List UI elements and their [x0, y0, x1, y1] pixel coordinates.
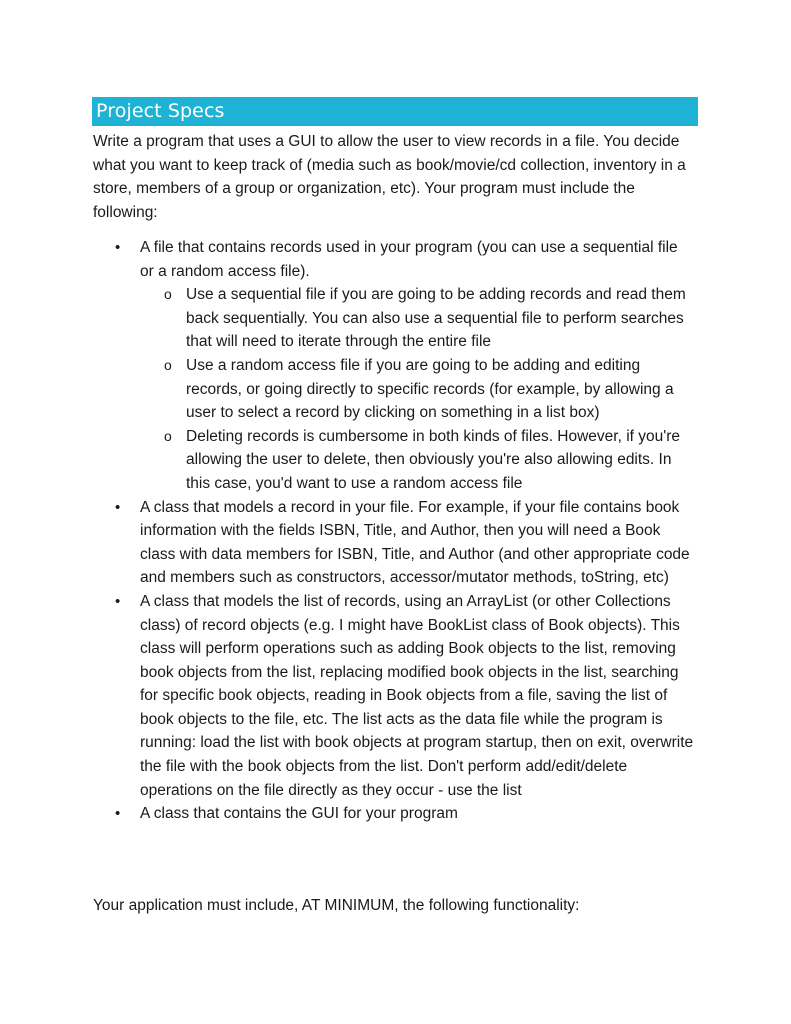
- section-heading: Project Specs: [96, 100, 225, 122]
- intro-paragraph: Write a program that uses a GUI to allow the user to view records in a file. You decide what you want to keep track of (media such as book/movie/cd collection, inventory in a store, members of a group or organization, etc). Your program must include the following:: [93, 133, 686, 221]
- list-item: [0, 236, 791, 496]
- list-item-text: A class that models a record in your file. For example, if your file contains book information with the fields ISBN, Title, and Author, then you will need a Book class with data members for ISBN, Title, and Author (and other appropriate code and members such as constructors, accessor/mutator methods, toString, etc): [140, 498, 690, 587]
- list-item-text: A class that contains the GUI for your program: [140, 805, 458, 823]
- sub-bullet-icon: o: [164, 286, 172, 303]
- bullet-icon: •: [115, 239, 121, 256]
- bullet-icon: •: [115, 805, 121, 823]
- bullet-icon: •: [115, 498, 121, 516]
- sub-list-item-text: Use a sequential file if you are going to be adding records and read them back sequentially. You can also use a sequential file to perform searches that will need to iterate through the entire file: [186, 286, 686, 351]
- section-heading-bar: [92, 97, 698, 126]
- sub-bullet-icon: o: [164, 356, 172, 373]
- sub-list-item-text: Deleting records is cumbersome in both kinds of files. However, if you're allowing the user to delete, then obviously you're also allowing edits. In this case, you'd want to use a random access file: [186, 427, 681, 492]
- requirements-list: [0, 236, 791, 826]
- sub-list-item: [140, 283, 695, 354]
- sub-list: [140, 283, 695, 495]
- outro-paragraph: Your application must include, AT MINIMUM, the following functionality:: [93, 897, 580, 914]
- bullet-icon: •: [115, 592, 121, 610]
- sub-bullet-icon: o: [164, 427, 172, 444]
- list-item: [0, 590, 791, 802]
- sub-list-item: [140, 425, 695, 496]
- list-item-text: A file that contains records used in your program (you can use a sequential file or a random access file).: [140, 239, 678, 280]
- sub-list-item-text: Use a random access file if you are going to be adding and editing records, or going directly to specific records (for example, by allowing a user to select a record by clicking on something in a list box): [186, 356, 674, 422]
- list-item-text: A class that models the list of records, using an ArrayList (or other Collections class) of record objects (e.g. I might have BookList class of Book objects). This class will perform operations such as adding Book objects to the list, removing book objects from the list, replacing modified book objects in the list, searching for specific book objects, reading in Book objects from a file, saving the list of book objects to the file, etc. The list acts as the data file while the program is running: load the list with book objects at program startup, then on exit, overwrite the file with the book objects from the list. Don't perform add/edit/delete operations on the file directly as they occur - use the list: [140, 592, 694, 799]
- list-item: [0, 802, 791, 826]
- list-item: [0, 496, 791, 590]
- sub-list-item: [140, 354, 695, 425]
